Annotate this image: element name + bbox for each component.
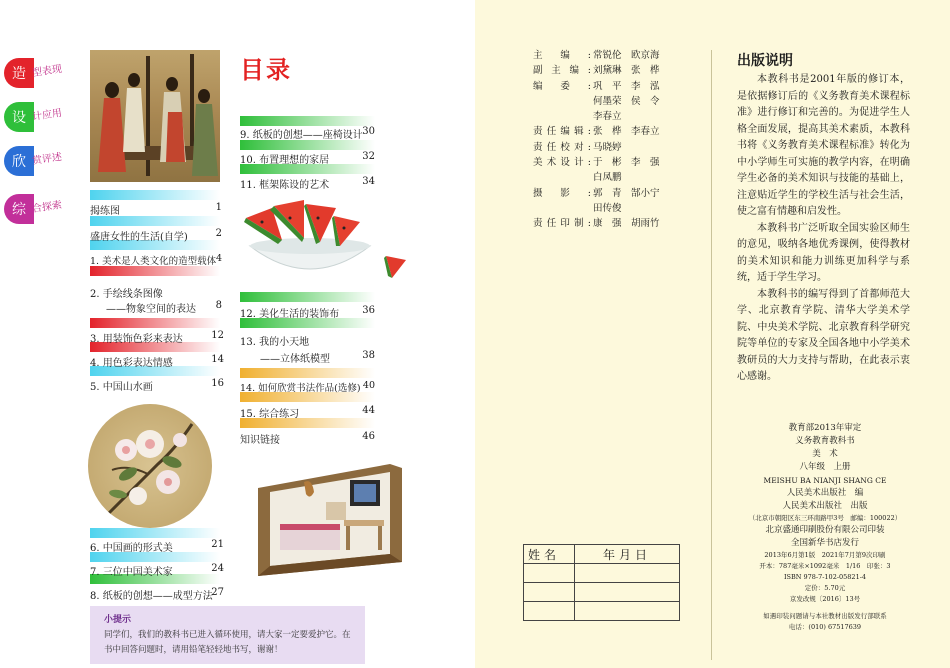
- toc-entry-label: 14. 如何欣赏书法作品(选修): [240, 383, 361, 394]
- credit-row: [533, 201, 660, 216]
- toc-bar: [240, 368, 375, 378]
- credit-label: 主编:: [533, 50, 591, 61]
- credit-label: 副主编:: [533, 65, 591, 77]
- imprint-line: 全国新华书店发行: [790, 538, 859, 548]
- toc-entry[interactable]: [90, 378, 224, 393]
- credit-label: [533, 201, 591, 216]
- toc-entry[interactable]: [240, 176, 375, 191]
- credit-row: [533, 79, 660, 94]
- credit-row: [533, 63, 660, 78]
- flower-painting-image: [88, 404, 212, 528]
- toc-entry-page: 40: [362, 380, 375, 391]
- toc-entry-page: 1: [215, 202, 222, 213]
- toc-entry[interactable]: [90, 202, 222, 217]
- credit-label: 责任印制:: [533, 218, 591, 230]
- imprint-line: 京发改规〔2016〕13号: [789, 595, 861, 603]
- stamp-cell[interactable]: [524, 564, 575, 583]
- toc-entry-page: 8: [215, 300, 222, 311]
- credit-label: [533, 170, 591, 185]
- toc-entry[interactable]: [240, 405, 375, 420]
- credits-list: [533, 48, 660, 232]
- publish-title: 出版说明: [737, 53, 793, 69]
- toc-entry-label: 2. 手绘线条图像: [90, 289, 163, 300]
- toc-entry[interactable]: [106, 300, 222, 315]
- toc-entry[interactable]: [240, 305, 375, 320]
- toc-entry-page: 12: [211, 330, 224, 341]
- credit-label: [533, 94, 591, 109]
- toc-entry-label: 15. 综合练习: [240, 409, 300, 420]
- imprint-line: 美 术: [812, 449, 838, 459]
- toc-entry[interactable]: [90, 354, 224, 369]
- credit-label: [533, 109, 591, 124]
- stamp-date-label: 年月日: [575, 545, 680, 564]
- toc-entry-label: 8. 纸板的创想——成型方法: [90, 591, 213, 602]
- toc-entry-label: 12. 美化生活的装饰布: [240, 309, 340, 320]
- toc-entry-label: 知识链接: [240, 435, 280, 446]
- toc-entry[interactable]: [240, 151, 375, 166]
- toc-entry-page: 32: [362, 151, 375, 162]
- publish-body: [737, 72, 910, 386]
- credit-value: 马晓婷: [593, 141, 622, 153]
- stamp-cell[interactable]: [524, 602, 575, 621]
- toc-entry[interactable]: [90, 330, 224, 345]
- toc-entry-page: 38: [362, 350, 375, 361]
- toc-entry-label: 6. 中国画的形式美: [90, 543, 173, 554]
- imprint-block: [725, 422, 925, 633]
- toc-entry-label: 9. 纸板的创想——座椅设计: [240, 130, 363, 141]
- toc-entry-label: 13. 我的小天地: [240, 337, 310, 348]
- toc-entry[interactable]: [90, 285, 222, 300]
- publish-paragraph: 本教科书是2001年版的修订本，是依据修订后的《义务教育美术课程标准》进行修订和完善的。为促进学生人格全面发展，提高其美术素质，本教科书将《义务教育美术课程标准》转化为中小学师生可实施的教学内容，在明确学生必备的美术知识与技能的基础上，注意贴近学生的学校生活与社会生活，使之富有情趣和启发性。: [737, 74, 910, 217]
- toc-entry[interactable]: [240, 431, 375, 446]
- credit-row: [533, 155, 660, 170]
- toc-entry-page: 27: [211, 587, 224, 598]
- toc-entry[interactable]: [90, 587, 224, 602]
- imprint-line: 北京盛通印刷股份有限公司印装: [765, 525, 885, 535]
- toc-entry-label: 4. 用色彩表达情感: [90, 358, 173, 369]
- credit-row: [533, 109, 660, 124]
- toc-entry-page: 21: [211, 539, 224, 550]
- toc-entry-label: 10. 布置理想的家居: [240, 155, 330, 166]
- toc-entry[interactable]: [90, 228, 222, 243]
- credit-label: 责任校对:: [533, 141, 591, 153]
- credit-value: 李春立: [593, 111, 622, 123]
- toc-entry-label: ——立体纸模型: [260, 354, 330, 365]
- hint-title: 小提示: [104, 615, 132, 625]
- toc-entry-label: 揭练图: [90, 206, 120, 217]
- toc-title: 目录: [240, 56, 292, 84]
- credit-value: 康 强 胡雨竹: [593, 218, 660, 230]
- toc-entry-page: 2: [215, 228, 222, 239]
- imprint-line: 2013年6月第1版 2021年7月第9次印刷: [764, 551, 886, 559]
- imprint-line: MEISHU BA NIANJI SHANG CE: [763, 476, 887, 485]
- stamp-cell[interactable]: [575, 564, 680, 583]
- tab-label: 合探索: [31, 199, 63, 215]
- credit-row: [533, 216, 660, 231]
- copyright-page: [475, 0, 950, 668]
- toc-entry-page: 46: [362, 431, 375, 442]
- toc-entry[interactable]: [240, 380, 375, 394]
- toc-entry[interactable]: [90, 539, 224, 554]
- toc-bar: [90, 216, 220, 226]
- toc-entry-page: 16: [211, 378, 224, 389]
- imprint-line: 义务教育教科书: [795, 436, 855, 446]
- toc-entry-label: 3. 用装饰色彩来表达: [90, 334, 183, 345]
- stamp-cell[interactable]: [575, 583, 680, 602]
- imprint-line: 开本：787毫米×1092毫米 1/16 印张：3: [759, 562, 891, 570]
- toc-entry-page: 36: [362, 305, 375, 316]
- credit-value: 刘黛琳 张 桦: [593, 65, 660, 77]
- toc-entry-label: 5. 中国山水画: [90, 382, 153, 393]
- tab-label: 型表现: [31, 63, 63, 79]
- stamp-cell[interactable]: [575, 602, 680, 621]
- owner-stamp-table: [523, 544, 680, 621]
- toc-entry-page: 34: [362, 176, 375, 187]
- credit-value: 常锐伦 欧京海: [593, 50, 660, 61]
- credit-row: [533, 170, 660, 185]
- imprint-line: 人民美术出版社 出版: [782, 501, 868, 511]
- imprint-line: ISBN 978-7-102-05821-4: [783, 573, 867, 581]
- stamp-name-label: 姓名: [524, 545, 575, 564]
- toc-entry[interactable]: [240, 333, 375, 348]
- credit-label: 摄影:: [533, 187, 591, 199]
- toc-bar: [90, 318, 220, 328]
- toc-bar: [90, 266, 220, 276]
- toc-bar: [240, 292, 375, 302]
- credit-row: [533, 48, 660, 63]
- tab-bubble: 综: [4, 194, 34, 224]
- toc-entry-page: 14: [211, 354, 224, 365]
- imprint-line: 如遇印装问题请与本社教材出版发行部联系: [763, 612, 887, 620]
- toc-entry-page: 4: [215, 253, 222, 264]
- tab-bubble: 造: [4, 58, 34, 88]
- stamp-cell[interactable]: [524, 583, 575, 602]
- publish-paragraph: 本教科书广泛听取全国实验区师生的意见，吸纳各地优秀课例，使得教材的美术知识和能力训练更加科学与系统，适于学生学习。: [737, 222, 910, 283]
- toc-entry[interactable]: [90, 563, 224, 578]
- hint-text: 同学们，我们的教科书已进入循环使用，请大家一定要爱护它。在书中回答问题时，请用铅笔轻轻地书写，谢谢！: [104, 630, 351, 655]
- toc-entry-label: 盛唐女性的生活(自学): [90, 232, 188, 243]
- toc-entry[interactable]: [260, 350, 375, 365]
- toc-entry-page: 24: [211, 563, 224, 574]
- publish-paragraph: 本教科书的编写得到了首都师范大学、北京教育学院、清华大学美术学院、中央美术学院、北京教育科学研究院等单位的专家及全国各地中小学美术教研员的大力支持与帮助，在此表示衷心感谢。: [737, 288, 910, 382]
- credit-value: 于 彬 李 强: [593, 157, 660, 169]
- imprint-line: 人民美术出版社 编: [786, 488, 864, 498]
- credit-value: 巩 平 李 泓: [593, 80, 660, 92]
- toc-bar: [90, 528, 220, 538]
- toc-entry-label: ——物象空间的表达: [106, 304, 196, 315]
- credit-label: 责任编辑:: [533, 126, 591, 138]
- toc-bar: [90, 190, 220, 200]
- credit-value: 何墨荣 侯 令: [593, 95, 660, 107]
- toc-entry-label: 1. 美术是人类文化的造型载体: [90, 256, 217, 267]
- credit-label: 编委:: [533, 80, 591, 92]
- tab-bubble: 设: [4, 102, 34, 132]
- tab-label: 赏评述: [31, 151, 63, 167]
- credit-row: [533, 124, 660, 139]
- tab-bubble: 欣: [4, 146, 34, 176]
- credit-row: [533, 186, 660, 201]
- credit-row: [533, 94, 660, 109]
- tab-label: 计应用: [31, 107, 63, 123]
- credit-row: [533, 140, 660, 155]
- hint-box: [90, 606, 365, 664]
- toc-entry-label: 11. 框架陈设的艺术: [240, 180, 330, 191]
- credit-value: 张 桦 李春立: [593, 126, 660, 138]
- imprint-line: （北京市朝阳区东三环南路甲3号 邮编：100022）: [748, 514, 902, 522]
- imprint-line: 电话：(010) 67517639: [788, 623, 862, 631]
- imprint-line: 教育部2013年审定: [788, 423, 862, 433]
- credit-value: 郭 青 郜小宁: [593, 187, 660, 199]
- tang-painting-image: [90, 50, 220, 182]
- toc-bar: [240, 116, 375, 126]
- toc-entry-label: 7. 三位中国美术家: [90, 567, 173, 578]
- credit-value: 白凤鹏: [593, 172, 622, 184]
- imprint-line: 八年级 上册: [799, 462, 851, 472]
- toc-bar: [240, 140, 375, 150]
- toc-entry-page: 30: [362, 126, 375, 137]
- credit-value: 田传俊: [593, 202, 622, 214]
- credit-label: 美术设计:: [533, 157, 591, 169]
- toc-entry-page: 44: [362, 405, 375, 416]
- room-model-image: [240, 458, 410, 584]
- watermelon-image: [240, 196, 410, 286]
- column-divider: [711, 50, 712, 660]
- toc-entry[interactable]: [240, 126, 375, 141]
- imprint-line: 定价：5.70元: [804, 584, 846, 592]
- toc-entry[interactable]: [90, 253, 222, 267]
